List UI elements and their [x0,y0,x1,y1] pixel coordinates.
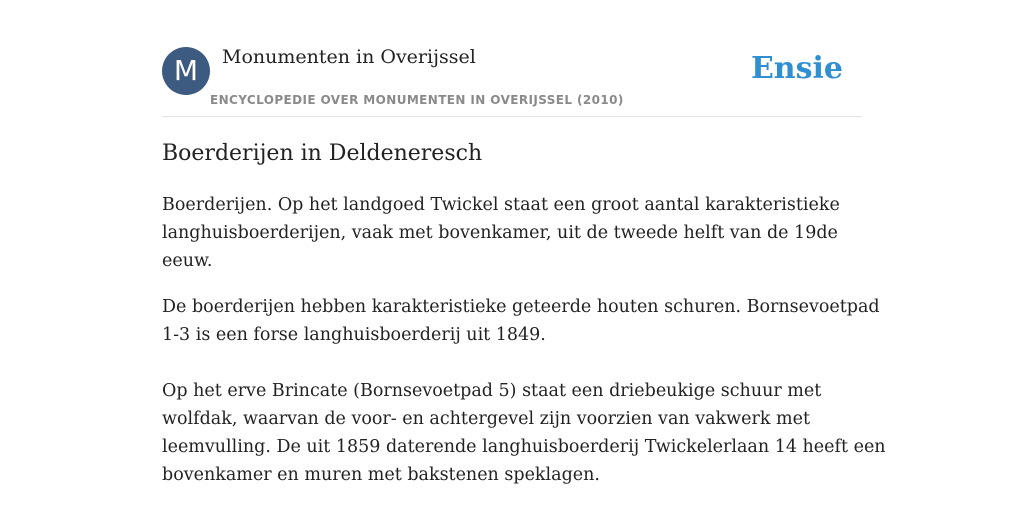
ensie-logo[interactable]: Ensie [750,51,843,86]
paragraph-line: 1-3 is een forse langhuisboerderij uit 1849. [162,325,546,345]
article-title: Boerderijen in Deldeneresch [162,141,483,166]
article-paragraph-2 [162,293,880,349]
article-paragraph-3 [162,377,886,489]
paragraph-line: De boerderijen hebben karakteristieke geteerde houten schuren. Bornsevoetpad [162,297,880,317]
paragraph-line: bovenkamer en muren met bakstenen speklagen. [162,465,600,485]
paragraph-line: leemvulling. De uit 1859 daterende langhuisboerderij Twickelerlaan 14 heeft een [162,437,886,457]
article [162,138,886,489]
source-header [162,46,862,117]
source-avatar[interactable]: M [162,47,210,95]
source-subtitle: ENCYCLOPEDIE OVER MONUMENTEN IN OVERIJSSEL (2010) [210,93,624,107]
paragraph-line: eeuw. [162,251,213,271]
paragraph-line: wolfdak, waarvan de voor- en achtergevel zijn voorzien van vakwerk met [162,409,810,429]
paragraph-line: langhuisboerderijen, vaak met bovenkamer, uit de tweede helft van de 19de [162,223,838,243]
paragraph-line: Op het erve Brincate (Bornsevoetpad 5) staat een driebeukige schuur met [162,381,822,401]
article-paragraph-1 [162,191,862,275]
source-title-link[interactable]: Monumenten in Overijssel [222,46,476,68]
paragraph-line: Boerderijen. Op het landgoed Twickel staat een groot aantal karakteristieke [162,195,840,215]
